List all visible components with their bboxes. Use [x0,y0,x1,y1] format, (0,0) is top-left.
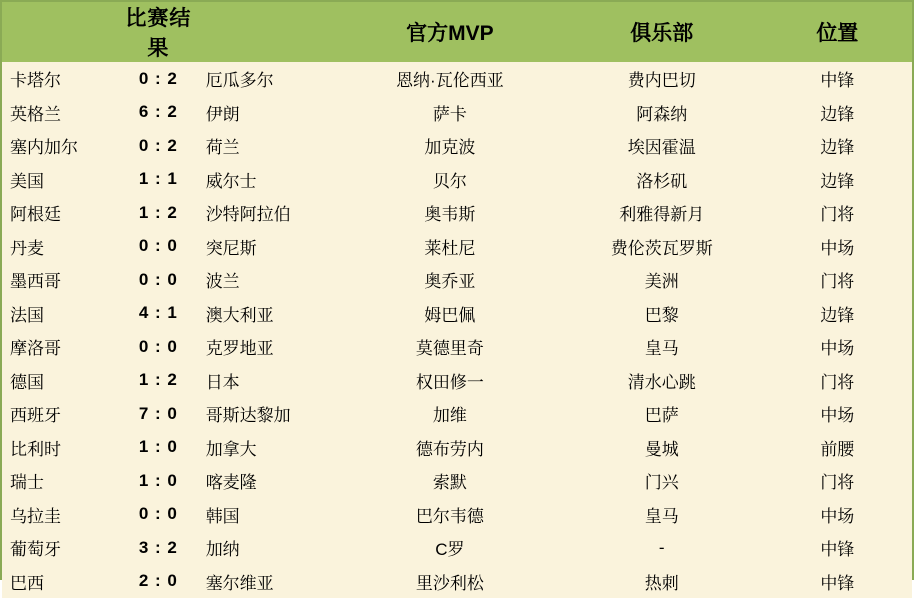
cell-score: 0 : 0 [121,498,196,532]
cell-score: 0 : 2 [121,129,196,163]
cell-mvp: 索默 [339,464,561,498]
cell-position: 中锋 [763,62,912,96]
cell-score: 0 : 0 [121,230,196,264]
cell-team-a: 德国 [2,364,121,398]
cell-club: 阿森纳 [561,96,763,130]
cell-mvp: 权田修一 [339,364,561,398]
cell-position: 门将 [763,364,912,398]
cell-team-b: 哥斯达黎加 [196,397,339,431]
cell-position: 中场 [763,397,912,431]
cell-team-b: 日本 [196,364,339,398]
cell-club: 费内巴切 [561,62,763,96]
cell-team-a: 墨西哥 [2,263,121,297]
cell-club: 皇马 [561,330,763,364]
cell-club: 费伦茨瓦罗斯 [561,230,763,264]
cell-mvp: 贝尔 [339,163,561,197]
cell-team-b: 突尼斯 [196,230,339,264]
cell-mvp: 巴尔韦德 [339,498,561,532]
cell-score: 1 : 1 [121,163,196,197]
cell-mvp: 莫德里奇 [339,330,561,364]
cell-team-a: 葡萄牙 [2,531,121,565]
cell-team-b: 加纳 [196,531,339,565]
cell-position: 门将 [763,464,912,498]
cell-mvp: 加克波 [339,129,561,163]
cell-score: 4 : 1 [121,297,196,331]
cell-team-b: 伊朗 [196,96,339,130]
cell-team-a: 美国 [2,163,121,197]
cell-team-b: 波兰 [196,263,339,297]
cell-mvp: 莱杜尼 [339,230,561,264]
table-row [2,498,912,532]
cell-mvp: 德布劳内 [339,431,561,465]
cell-team-a: 西班牙 [2,397,121,431]
cell-team-b: 克罗地亚 [196,330,339,364]
cell-team-a: 摩洛哥 [2,330,121,364]
cell-club: 皇马 [561,498,763,532]
table-row [2,297,912,331]
cell-position: 中场 [763,230,912,264]
cell-mvp: 里沙利松 [339,565,561,598]
column-header-mvp: 官方MVP [339,2,561,62]
cell-score: 7 : 0 [121,397,196,431]
cell-mvp: 姆巴佩 [339,297,561,331]
cell-position: 中场 [763,330,912,364]
cell-team-b: 沙特阿拉伯 [196,196,339,230]
cell-score: 2 : 0 [121,565,196,598]
table-header [2,2,912,62]
cell-club: 埃因霍温 [561,129,763,163]
table-row [2,62,912,96]
cell-position: 边锋 [763,129,912,163]
cell-mvp: 奥乔亚 [339,263,561,297]
cell-club: 门兴 [561,464,763,498]
table-row [2,397,912,431]
cell-team-b: 加拿大 [196,431,339,465]
cell-score: 1 : 2 [121,196,196,230]
header-row [2,2,912,62]
cell-score: 0 : 0 [121,330,196,364]
cell-position: 中锋 [763,531,912,565]
table-row [2,263,912,297]
cell-team-b: 厄瓜多尔 [196,62,339,96]
cell-position: 前腰 [763,431,912,465]
table-row [2,96,912,130]
cell-mvp: 奥韦斯 [339,196,561,230]
cell-team-a: 英格兰 [2,96,121,130]
cell-score: 0 : 2 [121,62,196,96]
cell-mvp: 萨卡 [339,96,561,130]
cell-mvp: 加维 [339,397,561,431]
cell-club: 利雅得新月 [561,196,763,230]
cell-team-a: 乌拉圭 [2,498,121,532]
table-row [2,129,912,163]
cell-position: 门将 [763,263,912,297]
column-header-club: 俱乐部 [561,2,763,62]
table-row [2,163,912,197]
table-row [2,565,912,598]
cell-score: 1 : 0 [121,464,196,498]
cell-club: 美洲 [561,263,763,297]
cell-team-b: 威尔士 [196,163,339,197]
cell-team-b: 荷兰 [196,129,339,163]
cell-position: 门将 [763,196,912,230]
cell-team-a: 比利时 [2,431,121,465]
column-header-team-b [196,2,339,62]
cell-club: 洛杉矶 [561,163,763,197]
cell-club: 巴黎 [561,297,763,331]
table-body [2,62,912,598]
cell-mvp: 恩纳·瓦伦西亚 [339,62,561,96]
table-row [2,431,912,465]
cell-team-a: 卡塔尔 [2,62,121,96]
column-header-team-a [2,2,121,62]
cell-score: 6 : 2 [121,96,196,130]
cell-club: 巴萨 [561,397,763,431]
cell-team-a: 法国 [2,297,121,331]
results-table [2,2,912,598]
table-row [2,196,912,230]
cell-club: 清水心跳 [561,364,763,398]
cell-team-a: 巴西 [2,565,121,598]
cell-team-a: 丹麦 [2,230,121,264]
cell-position: 中场 [763,498,912,532]
cell-club: - [561,531,763,565]
table-row [2,230,912,264]
column-header-position: 位置 [763,2,912,62]
cell-team-b: 塞尔维亚 [196,565,339,598]
cell-position: 中锋 [763,565,912,598]
cell-position: 边锋 [763,163,912,197]
table-row [2,364,912,398]
cell-score: 1 : 2 [121,364,196,398]
table-row [2,464,912,498]
cell-team-a: 塞内加尔 [2,129,121,163]
cell-team-a: 阿根廷 [2,196,121,230]
cell-mvp: C罗 [339,531,561,565]
cell-team-b: 韩国 [196,498,339,532]
cell-team-a: 瑞士 [2,464,121,498]
cell-team-b: 澳大利亚 [196,297,339,331]
cell-position: 边锋 [763,297,912,331]
cell-score: 3 : 2 [121,531,196,565]
cell-score: 1 : 0 [121,431,196,465]
cell-team-b: 喀麦隆 [196,464,339,498]
column-header-score: 比赛结果 [121,2,196,62]
table-row [2,330,912,364]
cell-position: 边锋 [763,96,912,130]
table-row [2,531,912,565]
cell-club: 曼城 [561,431,763,465]
cell-score: 0 : 0 [121,263,196,297]
cell-club: 热刺 [561,565,763,598]
